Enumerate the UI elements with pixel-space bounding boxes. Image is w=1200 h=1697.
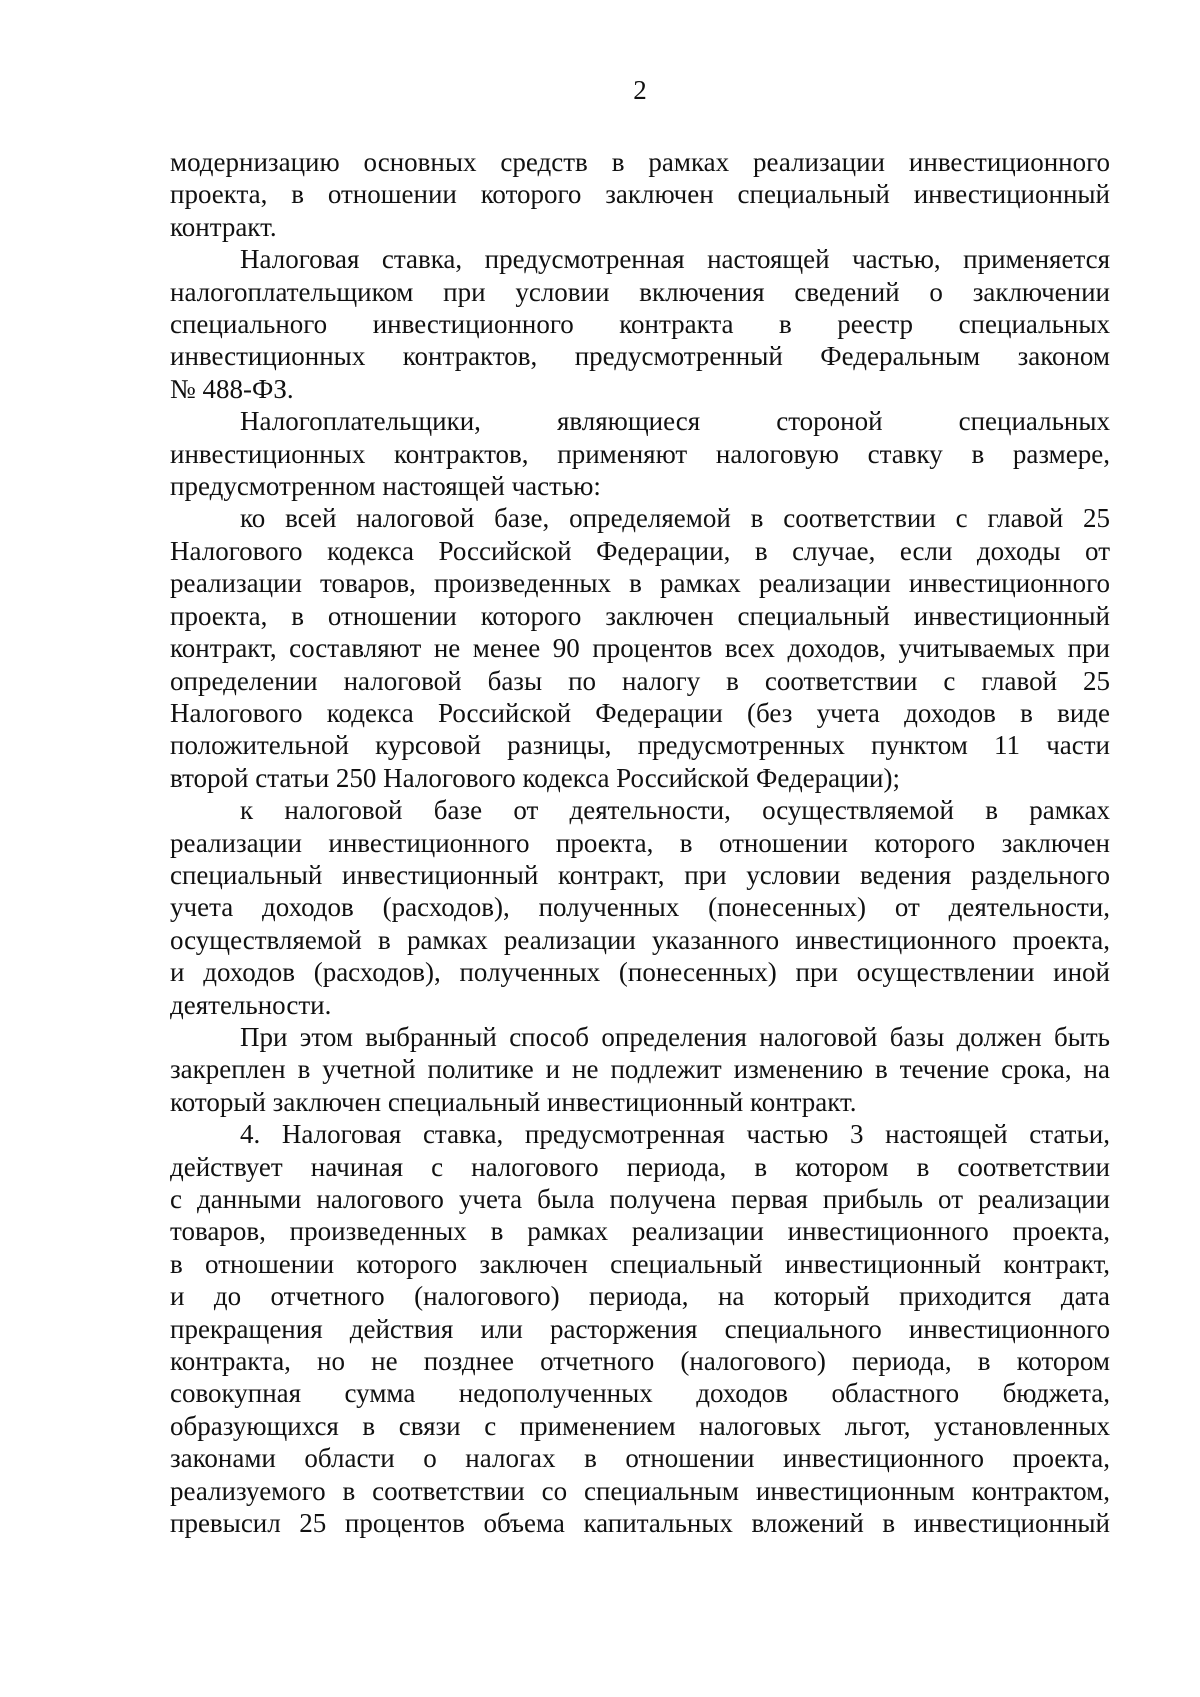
paragraph	[170, 146, 1110, 243]
text-line: налогоплательщиком при условии включения сведений о заключении	[170, 276, 1110, 307]
text-line: в отношении которого заключен специальный инвестиционный контракт,	[170, 1248, 1110, 1279]
text-line: Налогоплательщики, являющиеся стороной специальных	[240, 406, 1110, 437]
text-line: реализуемого в соответствии со специальным инвестиционным контрактом,	[170, 1475, 1110, 1506]
text-line: инвестиционных контрактов, предусмотренный Федеральным законом	[170, 341, 1110, 372]
text-line: контракт.	[170, 211, 277, 242]
text-line: прекращения действия или расторжения специального инвестиционного	[170, 1313, 1110, 1344]
text-line: модернизацию основных средств в рамках реализации инвестиционного	[170, 147, 1110, 177]
text-line: предусмотренном настоящей частью:	[170, 471, 601, 502]
text-line: второй статьи 250 Налогового кодекса Российской Федерации);	[170, 762, 900, 793]
paragraph	[170, 794, 1110, 1021]
text-line: и доходов (расходов), полученных (понесенных) при осуществлении иной	[170, 957, 1110, 988]
text-line: действует начиная с налогового периода, в котором в соответствии	[170, 1151, 1110, 1182]
text-line: Налогового кодекса Российской Федерации (без учета доходов в виде	[170, 697, 1110, 728]
text-line: проекта, в отношении которого заключен специальный инвестиционный	[170, 600, 1110, 631]
document-body	[170, 146, 1110, 1539]
text-line: и до отчетного (налогового) периода, на который приходится дата	[170, 1281, 1110, 1312]
text-line: который заключен специальный инвестиционный контракт.	[170, 1086, 857, 1117]
text-line: с данными налогового учета была получена первая прибыль от реализации	[170, 1184, 1110, 1214]
paragraph	[170, 1118, 1110, 1539]
text-line: инвестиционных контрактов, применяют налоговую ставку в размере,	[170, 438, 1110, 469]
text-line: реализации инвестиционного проекта, в отношении которого заключен	[170, 827, 1110, 858]
page-number: 2	[633, 75, 647, 105]
text-line: закреплен в учетной политике и не подлежит изменению в течение срока, на	[170, 1054, 1110, 1085]
text-line: специальный инвестиционный контракт, при условии ведения раздельного	[170, 859, 1110, 890]
text-line: Налоговая ставка, предусмотренная настоящей частью, применяется	[240, 244, 1110, 275]
text-line: Налогового кодекса Российской Федерации, в случае, если доходы от	[170, 535, 1110, 566]
paragraph	[170, 243, 1110, 405]
text-line: законами области о налогах в отношении инвестиционного проекта,	[170, 1443, 1110, 1474]
text-line: совокупная сумма недополученных доходов областного бюджета,	[170, 1378, 1110, 1409]
text-line: осуществляемой в рамках реализации указанного инвестиционного проекта,	[170, 924, 1110, 955]
text-line: деятельности.	[170, 989, 332, 1020]
text-line: При этом выбранный способ определения налоговой базы должен быть	[240, 1021, 1110, 1052]
text-line: проекта, в отношении которого заключен специальный инвестиционный	[170, 179, 1110, 210]
paragraph	[170, 405, 1110, 502]
text-line: положительной курсовой разницы, предусмотренных пунктом 11 части	[170, 730, 1110, 761]
text-line: превысил 25 процентов объема капитальных вложений в инвестиционный	[170, 1508, 1110, 1539]
paragraph	[170, 1021, 1110, 1118]
text-line: ко всей налоговой базе, определяемой в соответствии с главой 25	[240, 503, 1110, 534]
text-line: специального инвестиционного контракта в реестр специальных	[170, 309, 1110, 340]
text-line: учета доходов (расходов), полученных (понесенных) от деятельности,	[170, 892, 1110, 923]
text-line: товаров, произведенных в рамках реализации инвестиционного проекта,	[170, 1216, 1110, 1247]
text-line: 4. Налоговая ставка, предусмотренная частью 3 настоящей статьи,	[240, 1119, 1110, 1150]
text-line: реализации товаров, произведенных в рамках реализации инвестиционного	[170, 568, 1110, 599]
text-line: определении налоговой базы по налогу в соответствии с главой 25	[170, 665, 1110, 696]
paragraph	[170, 502, 1110, 794]
text-line: к налоговой базе от деятельности, осуществляемой в рамках	[240, 795, 1110, 826]
text-line: образующихся в связи с применением налоговых льгот, установленных	[170, 1410, 1110, 1441]
text-line: контракт, составляют не менее 90 процентов всех доходов, учитываемых при	[170, 633, 1110, 664]
text-line: контракта, но не позднее отчетного (налогового) периода, в котором	[170, 1346, 1110, 1377]
text-line: № 488-ФЗ.	[170, 373, 294, 404]
